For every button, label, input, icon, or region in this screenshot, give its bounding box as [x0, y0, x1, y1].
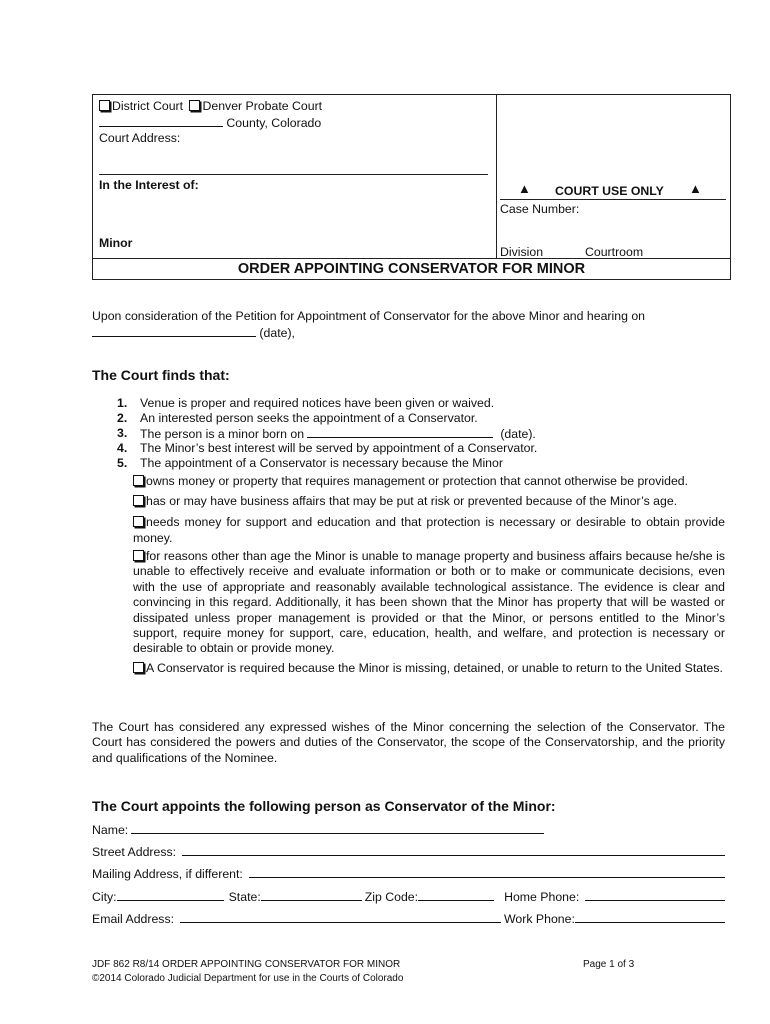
hearing-date-row: [92, 325, 295, 340]
item-number: 4.: [117, 441, 128, 455]
court-address-label: Court Address:: [99, 131, 181, 145]
item-number: 1.: [117, 396, 128, 410]
division-label: Division: [500, 245, 544, 259]
form-title: ORDER APPOINTING CONSERVATOR FOR MINOR: [237, 261, 586, 277]
finding-item: Venue is proper and required notices have been given or waived.: [140, 396, 495, 410]
district-court-checkbox[interactable]: [99, 100, 110, 111]
email-label: Email Address:: [92, 912, 175, 926]
name-label: Name:: [92, 823, 129, 837]
caption-divider: [496, 95, 497, 258]
interest-label: In the Interest of:: [99, 178, 199, 192]
courtroom-label: Courtroom: [585, 245, 644, 259]
finding-item: [140, 426, 536, 441]
option-text: needs money for support and education and that protection is necessary or desirable to obtain provide money.: [133, 515, 725, 545]
state-label: State:: [228, 890, 261, 904]
court-use-only-label: COURT USE ONLY: [555, 184, 664, 198]
arrow-up-icon: ▲: [518, 181, 531, 196]
item-number: 3.: [117, 426, 128, 440]
zip-label: Zip Code:: [364, 890, 419, 904]
footer-form-id: JDF 862 R8/14 ORDER APPOINTING CONSERVATOR FOR MINOR: [92, 959, 401, 970]
option-checkbox[interactable]: [133, 550, 144, 561]
date-label: (date).: [500, 427, 536, 441]
street-label: Street Address:: [92, 845, 177, 859]
page-number: Page 1 of 3: [583, 959, 635, 970]
mailing-field[interactable]: [249, 866, 725, 878]
interest-divider: [99, 174, 488, 175]
denver-probate-checkbox[interactable]: [189, 100, 200, 111]
option-unable-to-manage: [133, 549, 725, 657]
birth-date-field[interactable]: [307, 426, 493, 438]
city-field[interactable]: [117, 889, 224, 901]
name-field[interactable]: [131, 822, 544, 834]
option-checkbox[interactable]: [133, 475, 144, 486]
option-text: owns money or property that requires management or protection that cannot otherwise be provided.: [146, 474, 689, 488]
option-text: A Conservator is required because the Minor is missing, detained, or unable to return to the United States.: [146, 661, 723, 675]
option-checkbox[interactable]: [133, 495, 144, 506]
county-label: County, Colorado: [226, 116, 322, 130]
option-owns-money: [133, 474, 725, 490]
district-court-label: District Court: [112, 99, 184, 113]
street-field[interactable]: [182, 844, 725, 856]
county-field[interactable]: [99, 115, 223, 127]
home-phone-field[interactable]: [585, 889, 725, 901]
option-support-education: [133, 515, 725, 546]
hearing-date-field[interactable]: [92, 325, 256, 337]
mailing-label: Mailing Address, if different:: [92, 867, 243, 881]
finding-item: The Minor’s best interest will be served by appointment of a Conservator.: [140, 441, 538, 455]
option-text: for reasons other than age the Minor is unable to manage property and business affairs because he/she is unable to effectively receive and evaluate information or both or to make or communicate decisions, even with the use of appropriate and reasonably available technological assistance. The evidence is clear and convincing in this regard. Additionally, it has been shown that the Minor has property that will be wasted or dissipated unless proper management is provided or that the Minor, or persons entitled to the Minor’s support, require money for support, care, education, health, and welfare, and protection is necessary or desirable to obtain or provide money.: [133, 549, 725, 656]
work-phone-label: Work Phone:: [504, 912, 575, 926]
item-number: 5.: [117, 456, 128, 470]
county-row: [99, 115, 321, 130]
footer-copyright: ©2014 Colorado Judicial Department for use in the Courts of Colorado: [92, 973, 404, 984]
intro-line: Upon consideration of the Petition for Appointment of Conservator for the above Minor and hearing on: [92, 309, 646, 323]
home-phone-label: Home Phone:: [504, 890, 580, 904]
street-row: [92, 844, 725, 859]
item-number: 2.: [117, 411, 128, 425]
birth-label: The person is a minor born on: [140, 427, 305, 441]
option-checkbox[interactable]: [133, 516, 144, 527]
court-use-divider: [500, 199, 726, 200]
mailing-row: [92, 866, 725, 881]
court-type-row: [99, 99, 322, 113]
option-checkbox[interactable]: [133, 662, 144, 673]
case-number-label: Case Number:: [500, 202, 580, 216]
finding-item: The appointment of a Conservator is necessary because the Minor: [140, 456, 503, 470]
city-row: [92, 889, 725, 904]
name-row: [92, 822, 544, 837]
city-label: City:: [92, 890, 117, 904]
option-business-affairs: [133, 494, 725, 510]
denver-probate-label: Denver Probate Court: [202, 99, 323, 113]
date-label: (date),: [259, 326, 295, 340]
option-text: has or may have business affairs that may be put at risk or prevented because of the Minor’s age.: [146, 494, 678, 508]
arrow-up-icon: ▲: [689, 181, 702, 196]
findings-heading: The Court finds that:: [92, 367, 230, 383]
state-field[interactable]: [261, 889, 362, 901]
work-phone-field[interactable]: [575, 911, 725, 923]
minor-label: Minor: [99, 236, 133, 250]
option-missing: [133, 660, 725, 676]
considered-paragraph: The Court has considered any expressed wishes of the Minor concerning the selection of the Conservator. The Court has considered the powers and duties of the Conservator, the scope of the Conservatorship, and the priority and qualifications of the Nominee.: [92, 720, 725, 765]
appoint-heading: The Court appoints the following person as Conservator of the Minor:: [92, 798, 556, 814]
zip-field[interactable]: [418, 889, 494, 901]
finding-item: An interested person seeks the appointment of a Conservator.: [140, 411, 478, 425]
email-field[interactable]: [180, 911, 501, 923]
caption-box: [92, 94, 731, 280]
email-row: [92, 911, 725, 926]
